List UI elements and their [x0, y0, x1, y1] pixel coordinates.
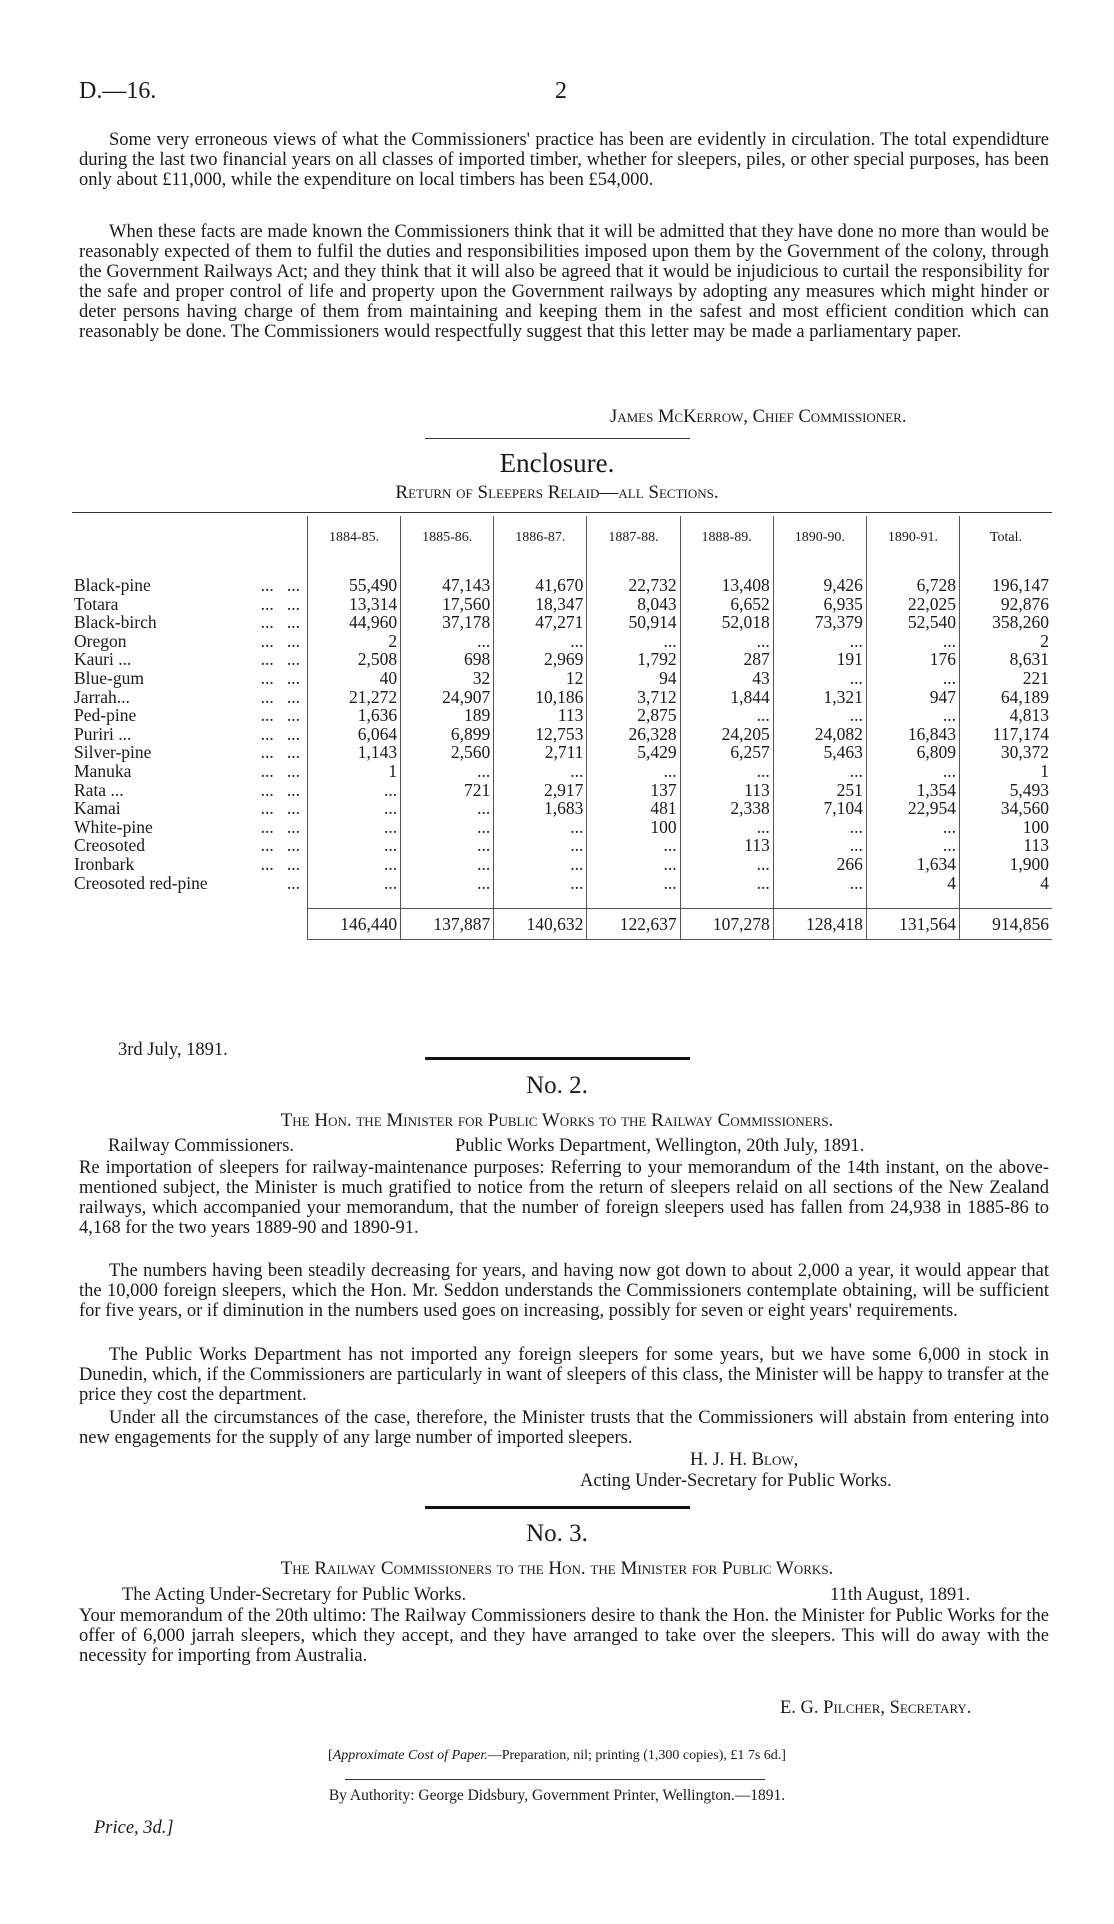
- table-cell: 24,082: [773, 725, 866, 744]
- table-row: [72, 799, 1052, 818]
- column-header: 1886-87.: [494, 516, 587, 560]
- paragraph-text: The Public Works Department has not imported any foreign sleepers for some years, but we have some 6,000 in stock in Dunedin, which, if the Commissioners are particularly in want of sleepers of this class, the Minister will be happy to transfer at the price they cost the department.: [79, 1345, 1049, 1405]
- column-header: 1884-85.: [308, 516, 401, 560]
- table-cell: 5,493: [959, 781, 1052, 800]
- table-cell: 2,338: [680, 799, 773, 818]
- table-row: [72, 836, 1052, 855]
- table-cell: ...: [308, 799, 401, 818]
- table-cell: 251: [773, 781, 866, 800]
- table-cell: 4: [866, 874, 959, 893]
- table-cell: 30,372: [959, 743, 1052, 762]
- table-cell: 721: [401, 781, 494, 800]
- table-cell: 8,043: [587, 595, 680, 614]
- table-cell: ...: [401, 632, 494, 651]
- total-cell: 140,632: [494, 909, 587, 940]
- table-cell: 12: [494, 669, 587, 688]
- table-cell: 6,652: [680, 595, 773, 614]
- leader-dots: ... ...: [260, 630, 300, 651]
- spacer-cell: [494, 560, 587, 576]
- column-header: 1885-86.: [401, 516, 494, 560]
- table-cell: 1,683: [494, 799, 587, 818]
- table-cell: 44,960: [308, 613, 401, 632]
- table-cell: 22,954: [866, 799, 959, 818]
- enclosure-title: Enclosure.: [499, 448, 615, 478]
- spacer-cell: [959, 892, 1052, 909]
- table-cell: 9,426: [773, 576, 866, 595]
- section-divider: [425, 1506, 690, 1509]
- total-cell: 122,637: [587, 909, 680, 940]
- table-cell: ...: [587, 762, 680, 781]
- cost-note: [Approximate Cost of Paper.—Preparation, nil; printing (1,300 copies), £1 7s 6d.]: [328, 1748, 786, 1763]
- table-cell: 1,900: [959, 855, 1052, 874]
- table-row: [72, 762, 1052, 781]
- spacer-cell: [494, 892, 587, 909]
- table-cell: 37,178: [401, 613, 494, 632]
- table-cell: 698: [401, 650, 494, 669]
- spacer-row: [72, 560, 1052, 576]
- spacer-cell: [587, 560, 680, 576]
- spacer-cell: [587, 892, 680, 909]
- row-label: [72, 874, 308, 893]
- leader-dots: ... ...: [260, 742, 300, 763]
- table-cell: 113: [680, 836, 773, 855]
- table-cell: 13,408: [680, 576, 773, 595]
- paragraph-commissioners-duties: [79, 222, 1049, 404]
- column-header: 1888-89.: [680, 516, 773, 560]
- table-cell: ...: [773, 706, 866, 725]
- table-cell: ...: [680, 706, 773, 725]
- table-row: [72, 613, 1052, 632]
- no2-title: No. 2.: [526, 1072, 588, 1099]
- header-blank: [72, 516, 308, 560]
- table-row: [72, 669, 1052, 688]
- table-cell: ...: [587, 855, 680, 874]
- row-label: [72, 688, 308, 707]
- table-cell: ...: [773, 762, 866, 781]
- spacer-cell: [680, 560, 773, 576]
- table-cell: 4: [959, 874, 1052, 893]
- timber-name: Creosoted red-pine: [74, 872, 208, 893]
- leader-dots: ... ...: [260, 686, 300, 707]
- table-row: [72, 688, 1052, 707]
- table-cell: 113: [494, 706, 587, 725]
- table-cell: 22,732: [587, 576, 680, 595]
- table-cell: ...: [866, 669, 959, 688]
- spacer-cell: [680, 892, 773, 909]
- table-cell: 3,712: [587, 688, 680, 707]
- table-cell: ...: [494, 818, 587, 837]
- table-cell: 1,844: [680, 688, 773, 707]
- total-cell: 914,856: [959, 909, 1052, 940]
- total-cell: 128,418: [773, 909, 866, 940]
- table-cell: 221: [959, 669, 1052, 688]
- table-cell: 1: [959, 762, 1052, 781]
- table-cell: 2,969: [494, 650, 587, 669]
- total-cell: 131,564: [866, 909, 959, 940]
- table-cell: 947: [866, 688, 959, 707]
- total-cell: 107,278: [680, 909, 773, 940]
- table-cell: 50,914: [587, 613, 680, 632]
- table-cell: 24,205: [680, 725, 773, 744]
- table-cell: ...: [680, 874, 773, 893]
- total-cell: 137,887: [401, 909, 494, 940]
- table-cell: ...: [680, 632, 773, 651]
- table-cell: ...: [308, 855, 401, 874]
- table-cell: 52,540: [866, 613, 959, 632]
- table-cell: 41,670: [494, 576, 587, 595]
- paragraph-text: Under all the circumstances of the case, therefore, the Minister trusts that the Commissioners will abstain from entering into new engagements for the supply of any large number of imported sleepers.: [79, 1408, 1049, 1448]
- table-cell: ...: [866, 706, 959, 725]
- row-label: [72, 669, 308, 688]
- table-cell: 94: [587, 669, 680, 688]
- table-row: [72, 743, 1052, 762]
- table-cell: 12,753: [494, 725, 587, 744]
- table-cell: ...: [773, 669, 866, 688]
- timber-name: Blue-gum: [74, 667, 144, 688]
- timber-name: Creosoted: [74, 835, 145, 856]
- table-cell: 8,631: [959, 650, 1052, 669]
- timber-name: Kamai: [74, 798, 121, 819]
- table-cell: ...: [494, 855, 587, 874]
- table-cell: 47,271: [494, 613, 587, 632]
- table-cell: ...: [308, 874, 401, 893]
- paragraph-text: The numbers having been steadily decreasing for years, and having now got down to about 2,000 a year, it would appear that the 10,000 foreign sleepers, which the Hon. Mr. Seddon understands the Commissioners contemplate obtaining, will be sufficient for five years, or if diminution in the numbers used goes on increasing, possibly for seven or eight years' requirements.: [79, 1261, 1049, 1321]
- table-cell: 266: [773, 855, 866, 874]
- table-cell: ...: [401, 874, 494, 893]
- table-row: [72, 781, 1052, 800]
- signature-mckerrow: James McKerrow, Chief Commissioner.: [610, 407, 907, 427]
- table-cell: 481: [587, 799, 680, 818]
- timber-name: White-pine: [74, 816, 153, 837]
- page-number: 2: [555, 78, 567, 104]
- table-cell: 32: [401, 669, 494, 688]
- timber-name: Totara: [74, 593, 119, 614]
- table-cell: 176: [866, 650, 959, 669]
- table-cell: 2: [308, 632, 401, 651]
- table-cell: 191: [773, 650, 866, 669]
- leader-dots: ... ...: [260, 667, 300, 688]
- table-cell: 358,260: [959, 613, 1052, 632]
- no2-addressee: Railway Commissioners.: [108, 1136, 295, 1156]
- table-cell: 196,147: [959, 576, 1052, 595]
- table-cell: 24,907: [401, 688, 494, 707]
- column-header: 1887-88.: [587, 516, 680, 560]
- table-cell: 16,843: [866, 725, 959, 744]
- table-cell: 26,328: [587, 725, 680, 744]
- row-label: [72, 762, 308, 781]
- section-divider: [425, 1057, 690, 1060]
- no3-heading: The Railway Commissioners to the Hon. the Minister for Public Works.: [280, 1558, 834, 1579]
- table-cell: ...: [401, 836, 494, 855]
- table-cell: ...: [866, 632, 959, 651]
- table-cell: 1,321: [773, 688, 866, 707]
- table-cell: ...: [494, 632, 587, 651]
- paragraph-text: Some very erroneous views of what the Commissioners' practice has been are evidently in circulation. The total expendidture during the last two financial years on all classes of imported timber, whether for sleepers, piles, or other special purposes, has been only about £11,000, while the expenditure on local timbers has been £54,000.: [79, 130, 1049, 190]
- table-cell: 7,104: [773, 799, 866, 818]
- leader-dots: ... ...: [260, 575, 300, 595]
- row-label: [72, 818, 308, 837]
- table-cell: ...: [494, 874, 587, 893]
- table-cell: 6,064: [308, 725, 401, 744]
- no2-signature-name: H. J. H. Blow,: [690, 1450, 799, 1470]
- table-cell: 1,354: [866, 781, 959, 800]
- table-cell: ...: [680, 762, 773, 781]
- no2-from: Public Works Department, Wellington, 20th July, 1891.: [455, 1136, 865, 1156]
- row-label: [72, 632, 308, 651]
- table-cell: ...: [494, 836, 587, 855]
- enclosure-date: 3rd July, 1891.: [118, 1040, 228, 1060]
- table-cell: 113: [680, 781, 773, 800]
- table-cell: ...: [773, 836, 866, 855]
- table-cell: 5,429: [587, 743, 680, 762]
- footer-rule: [345, 1779, 765, 1780]
- no3-addressee: The Acting Under-Secretary for Public Works.: [122, 1585, 467, 1605]
- no2-paragraph-1: Re importation of sleepers for railway-maintenance purposes: Referring to your memorandum of the 14th instant, on the above-mentioned subject, the Minister is much gratified to notice from the return of sleepers relaid on all sections of the New Zealand railways, which accompanied your memorandum, that the number of foreign sleepers used has fallen from 24,938 in 1885-86 to 4,168 for the two years 1889-90 and 1890-91.: [79, 1158, 1049, 1238]
- no2-paragraph-4: [79, 1408, 1049, 1468]
- table-row: [72, 855, 1052, 874]
- table-cell: 10,186: [494, 688, 587, 707]
- table-cell: ...: [680, 818, 773, 837]
- table-cell: 6,728: [866, 576, 959, 595]
- spacer-cell: [401, 560, 494, 576]
- table-cell: ...: [401, 762, 494, 781]
- row-label: [72, 613, 308, 632]
- table-cell: 13,314: [308, 595, 401, 614]
- spacer-row: [72, 892, 1052, 909]
- table-cell: 22,025: [866, 595, 959, 614]
- leader-dots: ... ...: [260, 612, 300, 633]
- table-cell: ...: [308, 836, 401, 855]
- spacer-cell: [72, 560, 308, 576]
- no3-date: 11th August, 1891.: [830, 1585, 971, 1605]
- table-cell: ...: [401, 799, 494, 818]
- timber-name: Silver-pine: [74, 742, 152, 763]
- timber-name: Black-birch: [74, 612, 157, 633]
- table-cell: ...: [587, 632, 680, 651]
- table-cell: 1: [308, 762, 401, 781]
- leader-dots: ... ...: [260, 853, 300, 874]
- table-cell: 6,809: [866, 743, 959, 762]
- spacer-cell: [959, 560, 1052, 576]
- totals-row: [72, 909, 1052, 940]
- table-cell: ...: [308, 781, 401, 800]
- table-cell: 92,876: [959, 595, 1052, 614]
- divider: [425, 438, 690, 439]
- table-cell: 6,899: [401, 725, 494, 744]
- table-cell: 2,560: [401, 743, 494, 762]
- timber-name: Kauri ...: [74, 649, 132, 670]
- table-cell: 18,347: [494, 595, 587, 614]
- table-cell: 1,143: [308, 743, 401, 762]
- table-cell: 137: [587, 781, 680, 800]
- enclosure-subtitle: Return of Sleepers Relaid—all Sections.: [395, 482, 719, 503]
- row-label: [72, 650, 308, 669]
- table-cell: 1,634: [866, 855, 959, 874]
- row-label: [72, 725, 308, 744]
- timber-name: Oregon: [74, 630, 127, 651]
- table-cell: 64,189: [959, 688, 1052, 707]
- timber-name: Jarrah...: [74, 686, 130, 707]
- table-row: [72, 818, 1052, 837]
- spacer-cell: [72, 892, 308, 909]
- table-cell: 1,792: [587, 650, 680, 669]
- spacer-cell: [773, 892, 866, 909]
- table-cell: ...: [866, 818, 959, 837]
- totals-label: [72, 909, 308, 940]
- column-header: Total.: [959, 516, 1052, 560]
- table-cell: ...: [494, 762, 587, 781]
- cost-text: —Preparation, nil; printing (1,300 copies), £1 7s 6d.]: [487, 1748, 786, 1763]
- timber-name: Black-pine: [74, 575, 151, 595]
- table-header-row: [72, 516, 1052, 560]
- row-label: [72, 855, 308, 874]
- table-cell: 47,143: [401, 576, 494, 595]
- paragraph-text: When these facts are made known the Commissioners think that it will be admitted that they have done no more than would be reasonably expected of them to fulfil the duties and responsibilities imposed upon them by the Government of the colony, through the Government Railways Act; and they think that it will also be agreed that it would be injudicious to curtail the responsibility for the safe and proper control of life and property upon the Government railways by adopting any measures which might hinder or deter persons having charge of them from maintaining and keeping them in the safest and most efficient condition which can reasonably be done. The Commissioners would respectfully suggest that this letter may be made a parliamentary paper.: [79, 222, 1049, 342]
- table-cell: 43: [680, 669, 773, 688]
- table-cell: 5,463: [773, 743, 866, 762]
- table-cell: 287: [680, 650, 773, 669]
- printer-authority: By Authority: George Didsbury, Government Printer, Wellington.—1891.: [328, 1787, 786, 1804]
- series-number: D.—16.: [79, 78, 157, 104]
- row-label: [72, 836, 308, 855]
- table-cell: ...: [587, 874, 680, 893]
- table-cell: ...: [587, 836, 680, 855]
- table-cell: ...: [773, 818, 866, 837]
- table-cell: 4,813: [959, 706, 1052, 725]
- table-cell: 113: [959, 836, 1052, 855]
- table-cell: 117,174: [959, 725, 1052, 744]
- table-top-rule: [72, 512, 1052, 513]
- leader-dots: ... ...: [260, 835, 300, 856]
- table-row: [72, 725, 1052, 744]
- spacer-cell: [866, 560, 959, 576]
- row-label: [72, 743, 308, 762]
- leader-dots: ... ...: [260, 705, 300, 726]
- timber-name: Manuka: [74, 760, 132, 781]
- leader-dots: ... ...: [260, 816, 300, 837]
- spacer-cell: [866, 892, 959, 909]
- table-cell: 52,018: [680, 613, 773, 632]
- spacer-cell: [773, 560, 866, 576]
- row-label: [72, 781, 308, 800]
- spacer-cell: [308, 892, 401, 909]
- column-header: 1890-90.: [773, 516, 866, 560]
- total-cell: 146,440: [308, 909, 401, 940]
- timber-name: Puriri ...: [74, 723, 132, 744]
- table-cell: 34,560: [959, 799, 1052, 818]
- no2-paragraph-2: [79, 1261, 1049, 1341]
- leader-dots: ... ...: [260, 649, 300, 670]
- no2-paragraph-3: [79, 1345, 1049, 1405]
- column-header: 1890-91.: [866, 516, 959, 560]
- table-row: [72, 874, 1052, 893]
- table-cell: ...: [773, 632, 866, 651]
- no2-heading: The Hon. the Minister for Public Works to the Railway Commissioners.: [280, 1110, 834, 1131]
- table-cell: 2,711: [494, 743, 587, 762]
- table-cell: ...: [308, 818, 401, 837]
- sleepers-return-table: [72, 516, 1052, 940]
- leader-dots: ...: [286, 872, 300, 893]
- table-cell: 2,875: [587, 706, 680, 725]
- no3-title: No. 3.: [526, 1520, 588, 1547]
- no2-signature-title: Acting Under-Secretary for Public Works.: [580, 1471, 892, 1491]
- no3-signature: E. G. Pilcher, Secretary.: [780, 1698, 972, 1718]
- table-row: [72, 576, 1052, 595]
- table-cell: 2,508: [308, 650, 401, 669]
- table-cell: 1,636: [308, 706, 401, 725]
- table-cell: 6,935: [773, 595, 866, 614]
- leader-dots: ... ...: [260, 760, 300, 781]
- table-cell: 100: [959, 818, 1052, 837]
- cost-label: Approximate Cost of Paper.: [332, 1748, 488, 1763]
- leader-dots: ... ...: [260, 593, 300, 614]
- row-label: [72, 799, 308, 818]
- table-row: [72, 650, 1052, 669]
- table-cell: 189: [401, 706, 494, 725]
- table-cell: 2: [959, 632, 1052, 651]
- row-label: [72, 576, 308, 595]
- table-cell: ...: [866, 836, 959, 855]
- price: Price, 3d.]: [94, 1818, 174, 1838]
- timber-name: Ped-pine: [74, 705, 137, 726]
- table-cell: ...: [401, 818, 494, 837]
- spacer-cell: [401, 892, 494, 909]
- paragraph-erroneous-views: [79, 130, 1049, 212]
- table-cell: ...: [773, 874, 866, 893]
- leader-dots: ... ...: [260, 779, 300, 800]
- table-cell: ...: [866, 762, 959, 781]
- spacer-cell: [308, 560, 401, 576]
- table-cell: 21,272: [308, 688, 401, 707]
- leader-dots: ... ...: [260, 798, 300, 819]
- table-cell: 17,560: [401, 595, 494, 614]
- table-cell: 2,917: [494, 781, 587, 800]
- leader-dots: ... ...: [260, 723, 300, 744]
- timber-name: Rata ...: [74, 779, 124, 800]
- table-cell: ...: [680, 855, 773, 874]
- table-cell: 6,257: [680, 743, 773, 762]
- table-row: [72, 595, 1052, 614]
- table-cell: 55,490: [308, 576, 401, 595]
- row-label: [72, 706, 308, 725]
- no3-paragraph-1: Your memorandum of the 20th ultimo: The Railway Commissioners desire to thank the Hon. the Minister for Public Works for the offer of 6,000 jarrah sleepers, which they accept, and they have arranged to take over the sleepers. This will do away with the necessity for importing from Australia.: [79, 1606, 1049, 1666]
- table-row: [72, 632, 1052, 651]
- table-cell: 100: [587, 818, 680, 837]
- table-row: [72, 706, 1052, 725]
- table-cell: 73,379: [773, 613, 866, 632]
- table-cell: ...: [401, 855, 494, 874]
- timber-name: Ironbark: [74, 853, 135, 874]
- row-label: [72, 595, 308, 614]
- table-cell: 40: [308, 669, 401, 688]
